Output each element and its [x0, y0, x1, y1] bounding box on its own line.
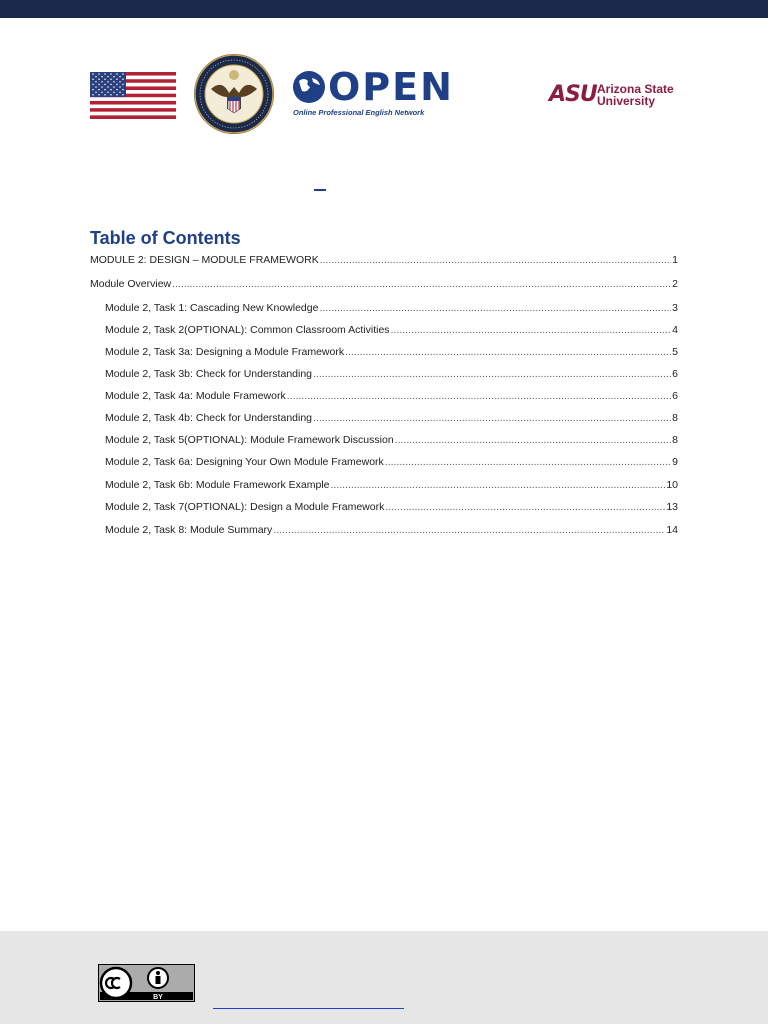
footer-link-underline[interactable]: [213, 1008, 404, 1009]
toc-leader-dots: [273, 524, 665, 536]
asu-name-line2: University: [597, 94, 656, 108]
toc-title: Table of Contents: [90, 228, 241, 248]
toc-entry[interactable]: [105, 302, 678, 314]
toc-entry[interactable]: [105, 524, 678, 536]
toc-entry-label: Module 2, Task 6b: Module Framework Example: [105, 479, 330, 491]
cc-by-license-icon[interactable]: [98, 964, 195, 1002]
asu-logo: [549, 82, 679, 110]
toc-entry-page: 14: [666, 524, 678, 536]
toc-leader-dots: [395, 434, 672, 446]
us-flag-icon: [90, 72, 176, 119]
toc-leader-dots: [320, 254, 671, 266]
toc-entry[interactable]: [105, 456, 678, 468]
title-dash: [314, 189, 326, 191]
toc-entry-page: 2: [672, 278, 678, 290]
toc-leader-dots: [391, 324, 672, 336]
toc-entry[interactable]: [105, 434, 678, 446]
toc-entry-label: Module 2, Task 4b: Check for Understanding: [105, 412, 313, 424]
globe-icon: [292, 69, 326, 105]
toc-leader-dots: [345, 346, 671, 358]
toc-entry[interactable]: [105, 390, 678, 402]
toc-leader-dots: [331, 479, 666, 491]
toc-entry-page: 9: [672, 456, 678, 468]
toc-entry[interactable]: [105, 368, 678, 380]
toc-leader-dots: [385, 501, 665, 513]
toc-entry-page: 13: [666, 501, 678, 513]
toc-entry-page: 10: [666, 479, 678, 491]
toc-leader-dots: [319, 302, 671, 314]
toc-entry[interactable]: [105, 479, 678, 491]
toc-entry-label: Module 2, Task 6a: Designing Your Own Module Framework: [105, 456, 384, 468]
toc-leader-dots: [313, 412, 671, 424]
toc-entry-page: 1: [672, 254, 678, 266]
open-wordmark: OPEN: [328, 65, 454, 109]
toc-entry-label: MODULE 2: DESIGN – MODULE FRAMEWORK: [90, 254, 319, 266]
open-tagline: Online Professional English Network: [293, 108, 425, 117]
toc-entry-label: Module 2, Task 3a: Designing a Module Framework: [105, 346, 345, 358]
toc-leader-dots: [287, 390, 671, 402]
open-logo: [292, 65, 454, 121]
toc-leader-dots: [385, 456, 671, 468]
toc-entry[interactable]: [90, 254, 678, 266]
header-bar: [0, 0, 768, 18]
toc-entry-label: Module 2, Task 3b: Check for Understanding: [105, 368, 313, 380]
asu-mark: ASU: [549, 82, 597, 107]
toc-entry-label: Module 2, Task 4a: Module Framework: [105, 390, 286, 402]
toc-entry-page: 6: [672, 390, 678, 402]
toc-entry-label: Module 2, Task 5(OPTIONAL): Module Framework Discussion: [105, 434, 394, 446]
toc-entry-page: 8: [672, 412, 678, 424]
toc-leader-dots: [313, 368, 671, 380]
toc-leader-dots: [172, 278, 671, 290]
toc-entry[interactable]: [90, 278, 678, 290]
toc-entry-page: 5: [672, 346, 678, 358]
toc-entry-page: 3: [672, 302, 678, 314]
toc-entry-label: Module 2, Task 1: Cascading New Knowledge: [105, 302, 319, 314]
toc-entry-label: Module Overview: [90, 278, 172, 290]
asu-name-line1: Arizona State: [597, 82, 674, 96]
toc-entry-page: 6: [672, 368, 678, 380]
toc-entry-page: 8: [672, 434, 678, 446]
toc-entry-label: Module 2, Task 8: Module Summary: [105, 524, 273, 536]
toc-entry-label: Module 2, Task 7(OPTIONAL): Design a Module Framework: [105, 501, 385, 513]
asu-name: [597, 83, 674, 107]
toc-entry[interactable]: [105, 501, 678, 513]
toc-entry[interactable]: [105, 346, 678, 358]
toc-entry-page: 4: [672, 324, 678, 336]
cc-by-label: BY: [153, 994, 163, 1001]
toc-entry[interactable]: [105, 412, 678, 424]
toc-entry-label: Module 2, Task 2(OPTIONAL): Common Classroom Activities: [105, 324, 390, 336]
department-of-state-seal-icon: [193, 53, 275, 135]
toc-entry[interactable]: [105, 324, 678, 336]
